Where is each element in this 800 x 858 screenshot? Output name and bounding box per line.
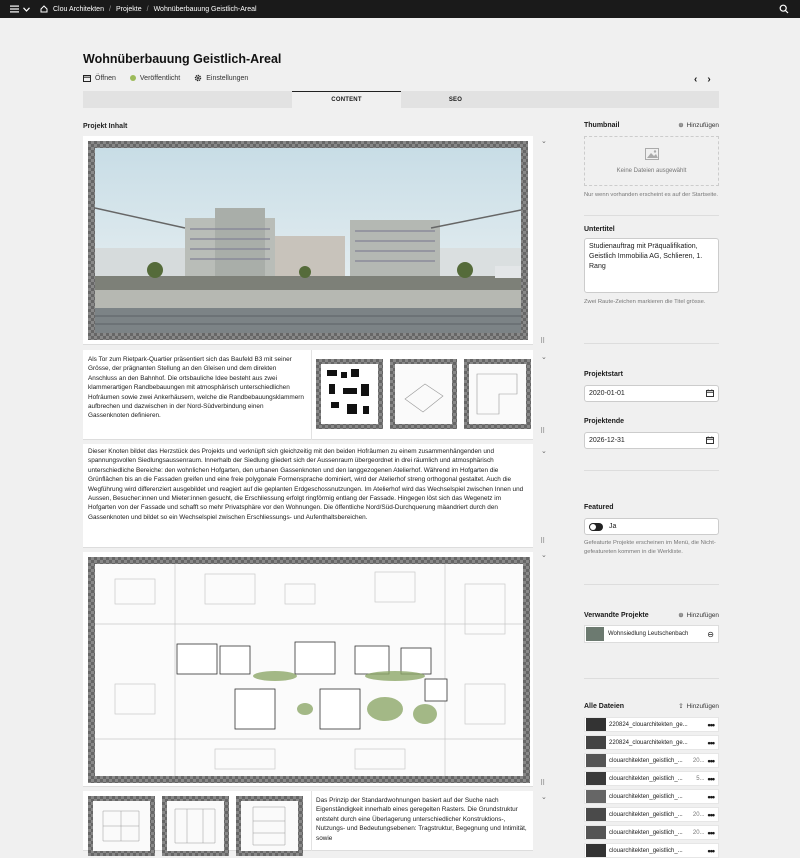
home-icon[interactable] <box>40 5 48 13</box>
page-actions <box>83 74 248 82</box>
divider <box>584 470 719 471</box>
file-thumbnail <box>586 754 606 767</box>
image-frame <box>88 141 528 340</box>
chevron-down-icon[interactable]: ⌄ <box>541 138 547 145</box>
file-row[interactable] <box>584 735 719 750</box>
thumbnail-dropzone[interactable] <box>584 136 719 186</box>
featured-help: Gefeaturte Projekte erscheinen im Menü, die Nicht-gefeatureten kommen in die Werkliste. <box>584 540 716 555</box>
more-icon[interactable]: ••• <box>707 845 714 856</box>
related-item[interactable] <box>584 625 719 643</box>
settings-label: Einstellungen <box>206 74 249 82</box>
file-size: 20... <box>692 811 705 818</box>
floor-plan-drawing-2 <box>93 801 150 851</box>
tab-content[interactable]: CONTENT <box>292 91 401 108</box>
status-dot <box>130 75 136 81</box>
breadcrumb-item-current[interactable]: Wohnüberbauung Geistlich-Areal <box>153 5 257 13</box>
file-thumbnail <box>586 772 606 785</box>
file-name: clouarchitekten_geistlich_... <box>609 847 683 854</box>
more-icon[interactable]: ••• <box>707 809 714 820</box>
floor-plan-drawing-3 <box>167 801 224 851</box>
chevron-down-icon[interactable]: ⌄ <box>541 448 547 455</box>
end-date-value: 2026-12-31 <box>589 437 625 444</box>
chevron-down-icon[interactable]: ⌄ <box>541 794 547 801</box>
file-row[interactable] <box>584 843 719 858</box>
files-title: Alle Dateien <box>584 702 625 710</box>
related-add-label: Hinzufügen <box>686 611 719 619</box>
breadcrumb <box>40 5 257 13</box>
site-plan-image <box>95 564 523 776</box>
content-editor <box>83 136 533 850</box>
file-size: 5... <box>696 775 705 782</box>
image-block[interactable] <box>83 136 533 345</box>
more-icon[interactable]: ••• <box>707 827 714 838</box>
thumbnail-empty-text: Keine Dateien ausgewählt <box>616 168 687 174</box>
file-thumbnail <box>586 826 606 839</box>
file-thumbnail <box>586 736 606 749</box>
image-block-2[interactable] <box>83 552 533 787</box>
related-title: Verwandte Projekte <box>584 611 649 619</box>
featured-title: Featured <box>584 504 614 511</box>
calendar-icon[interactable] <box>706 389 714 399</box>
plus-circle-icon: ⊕ <box>678 612 684 619</box>
divider <box>584 343 719 344</box>
previous-icon[interactable]: ‹ <box>694 74 698 85</box>
column-divider <box>311 350 312 440</box>
text-image-block[interactable] <box>83 350 533 440</box>
menu-icon[interactable] <box>10 5 19 13</box>
start-date-input[interactable] <box>584 385 719 402</box>
file-name: 220824_clouarchitekten_ge... <box>609 721 688 728</box>
divider <box>584 584 719 585</box>
tab-seo[interactable]: SEO <box>448 96 463 103</box>
file-row[interactable] <box>584 717 719 732</box>
divider <box>584 215 719 216</box>
chevron-down-icon[interactable]: ⌄ <box>541 354 547 361</box>
floor-plan-drawing-4 <box>241 801 298 851</box>
floor-plan-drawing <box>469 364 526 424</box>
file-thumbnail <box>586 844 606 857</box>
more-icon[interactable]: ••• <box>707 755 714 766</box>
file-row[interactable] <box>584 825 719 840</box>
settings-button[interactable] <box>194 74 248 82</box>
more-icon[interactable]: ••• <box>707 791 714 802</box>
calendar-icon[interactable] <box>706 436 714 446</box>
thumbnail-add-label: Hinzufügen <box>686 121 719 129</box>
page-title: Wohnüberbauung Geistlich-Areal <box>83 52 282 66</box>
files-header <box>584 702 719 710</box>
file-thumbnail <box>586 808 606 821</box>
paragraph-1[interactable]: Als Tor zum Rietpark-Quartier präsentiert sich das Baufeld B3 mit seiner Grösse, der prägnanten Stellung an den Gleisen und dem direkten Anschluss an den Bahnhof. Die ortsbauliche Idee besteht aus zwei klammerartigen Randbebauungen mit atmosphärisch unterschiedlichen Hofräumen sowie zwei Ankerhäusern, welche die Randbebauungsklammern aufbrechen und dazwischen in der Nord-Südverbindung einen Gassenknoten definieren. <box>88 356 304 420</box>
related-header <box>584 611 719 619</box>
thumbnail-header <box>584 121 719 129</box>
column-divider <box>311 791 312 851</box>
gallery-image-4[interactable] <box>88 796 155 856</box>
chevron-down-icon[interactable]: ⌄ <box>541 552 547 559</box>
featured-toggle[interactable] <box>584 518 719 535</box>
image-frame-2 <box>88 557 530 783</box>
paragraph-3[interactable]: Das Prinzip der Standardwohnungen basiert auf der Suche nach Eigenständigkeit innerhalb eines geregelten Rasters. Die Grundstruktur entsteht durch eine Überlagerung unterschiedlicher Konstruktions-, Nutzungs- und Bedeutungsebenen: Tragstruktur, Begegnung und Intimität, sowie <box>316 797 527 842</box>
drag-handle-icon[interactable]: ⠿ <box>540 538 546 545</box>
text-block[interactable] <box>83 444 533 548</box>
more-icon[interactable]: ••• <box>707 773 714 784</box>
plan-drawing <box>395 364 452 424</box>
more-icon[interactable]: ••• <box>707 737 714 748</box>
divider <box>584 678 719 679</box>
open-label: Öffnen <box>95 74 116 82</box>
file-size: 20... <box>692 757 705 764</box>
gallery-image-1[interactable] <box>316 359 383 429</box>
drag-handle-icon[interactable]: ⠿ <box>540 780 546 787</box>
drag-handle-icon[interactable]: ⠿ <box>540 428 546 435</box>
remove-icon[interactable]: ⊖ <box>707 629 714 639</box>
toggle-switch[interactable] <box>589 523 603 531</box>
file-name: clouarchitekten_geistlich_... <box>609 829 683 836</box>
upload-icon: ⇪ <box>678 703 684 710</box>
next-icon[interactable]: › <box>707 74 711 85</box>
subtitle-textarea[interactable]: Studienauftrag mit Präqualifikation, Geistlich Immobilia AG, Schlieren, 1. Rang <box>584 238 719 293</box>
end-date-input[interactable] <box>584 432 719 449</box>
image-icon <box>645 148 659 162</box>
gallery-image-2[interactable] <box>390 359 457 429</box>
file-row[interactable] <box>584 789 719 804</box>
related-thumbnail <box>586 627 604 641</box>
open-icon <box>83 75 91 82</box>
file-thumbnail <box>586 790 606 803</box>
breadcrumb-separator: / <box>146 5 149 13</box>
file-thumbnail <box>586 718 606 731</box>
start-date-value: 2020-01-01 <box>589 390 625 397</box>
thumbnail-add-button[interactable] <box>678 121 719 129</box>
open-button[interactable] <box>83 75 116 82</box>
file-name: clouarchitekten_geistlich_... <box>609 775 683 782</box>
pager <box>694 74 711 85</box>
gear-icon <box>194 74 202 82</box>
status-label: Veröffentlicht <box>139 74 181 82</box>
breadcrumb-item-site[interactable]: Clou Architekten <box>53 5 104 13</box>
gallery-image-5[interactable] <box>162 796 229 856</box>
file-name: clouarchitekten_geistlich_... <box>609 757 683 764</box>
tab-bar <box>83 91 719 108</box>
related-item-name: Wohnsiedlung Leutschenbach <box>608 631 689 637</box>
file-row[interactable] <box>584 807 719 822</box>
start-title: Projektstart <box>584 371 623 378</box>
files-add-label: Hinzufügen <box>686 702 719 710</box>
breadcrumb-item-projects[interactable]: Projekte <box>115 5 142 13</box>
more-icon[interactable]: ••• <box>707 719 714 730</box>
subtitle-title: Untertitel <box>584 226 615 233</box>
top-bar <box>0 0 800 18</box>
featured-value: Ja <box>609 523 617 530</box>
file-row[interactable] <box>584 771 719 786</box>
file-row[interactable] <box>584 753 719 768</box>
file-name: clouarchitekten_geistlich_... <box>609 793 683 800</box>
files-upload-button[interactable] <box>678 702 719 710</box>
hero-image <box>95 148 521 333</box>
end-title: Projektende <box>584 418 625 425</box>
breadcrumb-separator: / <box>108 5 111 13</box>
related-add-button[interactable] <box>678 611 719 619</box>
gallery-image-3[interactable] <box>464 359 531 429</box>
chevron-down-icon[interactable] <box>23 7 30 12</box>
editor-title: Projekt Inhalt <box>83 123 128 130</box>
site-plan-drawing <box>321 364 378 424</box>
thumbnail-help: Nur wenn vorhanden erscheint es auf der Startseite. <box>584 192 719 198</box>
paragraph-2[interactable]: Dieser Knoten bildet das Herzstück des Projekts und verknüpft sich gleichzeitig mit den beiden Hofräumen zu einem zusammenhängenden und spannungsvollen Siedlungsaussenraum. Innerhalb der Siedlung gliedert sich der Aussenraum übergeordnet in drei räumlich und atmosphärisch unterschiedliche Bereiche: den wohnlichen Hofgarten, den urbanen Gassenknoten und den langgezogenen Atelierhof. Während im Hofgarten die Grünflächen bis an die Fassaden greifen und eine freie polygonale Formensprache dominiert, wird der Atelierhof streng orthogonal gestaltet. Auch die Wegführung wird differenziert ausgebildet und reagiert auf die geplanten Erdgeschossnutzungen. Im Atelierhof wird das Wechselspiel zwischen Innen und Aussen, Besucher:innen und Mieter:innen gesucht, die Erschliessung erfolgt ringförmig entlang der Fassade. Hingegen löst sich das Wegenetz im Hofgarten von der Fassade und schafft so mehr Privatsphäre vor den Wohnungen. Die öffentliche Nord/Süd-Durchquerung mäandriert durch den Gassenknoten und bildet so ein Wechselspiel zwischen Erschliessungs- und Aufenthaltsbereichen. <box>88 448 524 521</box>
image-text-block[interactable] <box>83 791 533 851</box>
file-size: 20... <box>692 829 705 836</box>
status-button[interactable] <box>130 75 180 82</box>
search-icon[interactable] <box>778 3 790 15</box>
drag-handle-icon[interactable]: ⠿ <box>540 338 546 345</box>
file-name: clouarchitekten_geistlich_... <box>609 811 683 818</box>
thumbnail-title: Thumbnail <box>584 121 620 129</box>
file-name: 220824_clouarchitekten_ge... <box>609 739 688 746</box>
subtitle-help: Zwei Raute-Zeichen markieren die Titel grösse. <box>584 299 706 305</box>
plus-circle-icon: ⊕ <box>678 122 684 129</box>
gallery-image-6[interactable] <box>236 796 303 856</box>
